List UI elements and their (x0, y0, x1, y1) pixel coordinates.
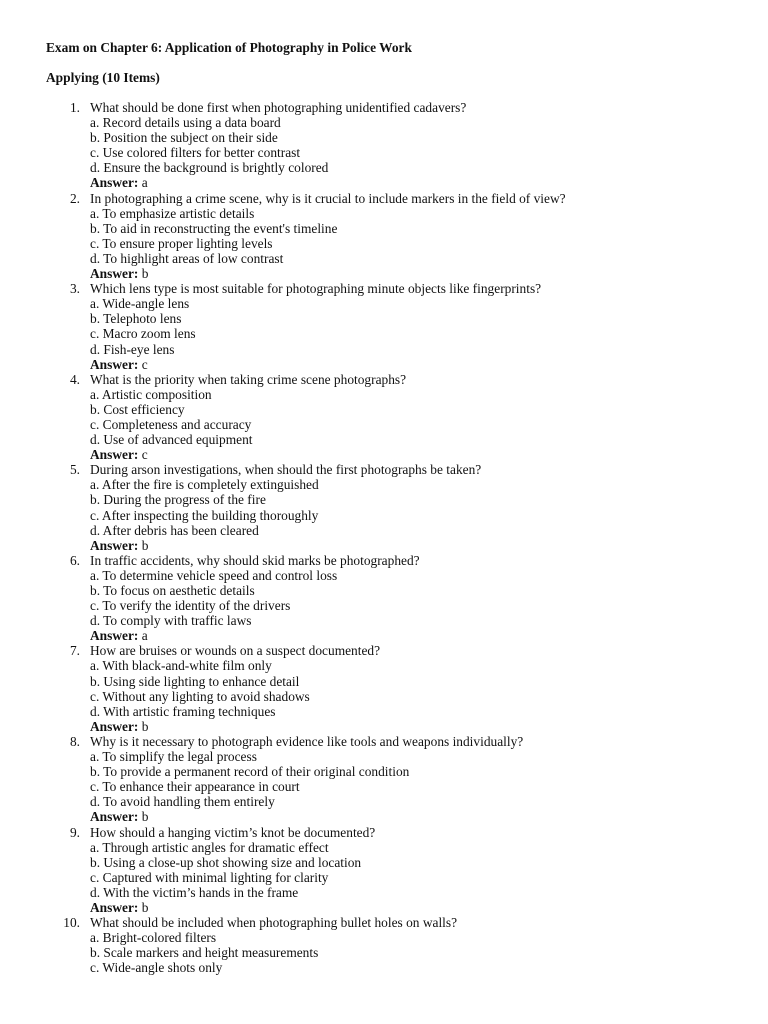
answer-option: c. Macro zoom lens (90, 326, 196, 342)
answer-option: c. Without any lighting to avoid shadows (90, 688, 310, 704)
question-number: 2. (69, 190, 80, 206)
answer-option: a. To determine vehicle speed and control loss (90, 567, 338, 583)
question-item (46, 100, 768, 191)
answer-option: c. To ensure proper lighting levels (90, 235, 273, 251)
answer-option: d. With artistic framing techniques (90, 703, 276, 719)
answer-option: c. To enhance their appearance in court (90, 779, 300, 795)
question-item (46, 281, 768, 372)
answer-line (90, 175, 768, 190)
answer-option: b. Scale markers and height measurements (90, 945, 319, 961)
question-item (46, 553, 768, 644)
answer-label: Answer: (90, 899, 139, 915)
answer-label: Answer: (90, 537, 139, 553)
answer-label: Answer: (90, 175, 139, 191)
exam-title: Exam on Chapter 6: Application of Photography in Police Work (46, 40, 412, 55)
answer-value: b (141, 537, 149, 553)
answer-option: d. After debris has been cleared (90, 522, 259, 538)
answer-label: Answer: (90, 809, 139, 825)
answer-option: a. Through artistic angles for dramatic effect (90, 839, 329, 855)
question-text: Why is it necessary to photograph evidence like tools and weapons individually? (90, 733, 524, 749)
question-text: What should be done first when photographing unidentified cadavers? (90, 100, 467, 115)
answer-line (90, 538, 768, 553)
answer-option: b. Cost efficiency (90, 401, 185, 417)
answer-option: b. To provide a permanent record of their original condition (90, 764, 410, 780)
answer-value: b (141, 266, 149, 282)
question-text: Which lens type is most suitable for photographing minute objects like fingerprints? (90, 281, 542, 297)
answer-option: a. Record details using a data board (90, 115, 281, 131)
question-text: In photographing a crime scene, why is it crucial to include markers in the field of view? (90, 190, 566, 206)
question-number: 3. (69, 281, 80, 297)
question-list (46, 100, 768, 975)
answer-option: c. To verify the identity of the drivers (90, 598, 291, 614)
answer-line (90, 900, 768, 915)
answer-option: b. To aid in reconstructing the event's timeline (90, 220, 338, 236)
question-text: During arson investigations, when should the first photographs be taken? (90, 462, 482, 478)
question-item (46, 915, 768, 975)
answer-label: Answer: (90, 718, 139, 734)
question-item (46, 734, 768, 825)
answer-option: c. Wide-angle shots only (90, 960, 223, 976)
answer-value: b (141, 809, 149, 825)
answer-label: Answer: (90, 447, 139, 463)
answer-line (90, 266, 768, 281)
answer-option: d. Fish-eye lens (90, 341, 175, 357)
answer-option: a. To simplify the legal process (90, 749, 257, 765)
answer-option: d. Ensure the background is brightly colored (90, 160, 329, 176)
question-number: 10. (63, 915, 80, 931)
question-item (46, 372, 768, 463)
question-number: 6. (69, 552, 80, 568)
answer-line (90, 357, 768, 372)
answer-option: a. Wide-angle lens (90, 296, 190, 312)
question-number: 5. (69, 462, 80, 478)
question-number: 8. (69, 733, 80, 749)
question-text: In traffic accidents, why should skid marks be photographed? (90, 552, 420, 568)
question-item (46, 643, 768, 734)
question-text: How are bruises or wounds on a suspect documented? (90, 643, 381, 659)
question-text: How should a hanging victim’s knot be documented? (90, 824, 376, 840)
answer-option: d. To avoid handling them entirely (90, 794, 275, 810)
question-text: What should be included when photographing bullet holes on walls? (90, 915, 458, 931)
answer-value: a (141, 628, 148, 644)
answer-line (90, 628, 768, 643)
answer-option: a. To emphasize artistic details (90, 205, 255, 221)
answer-value: b (141, 718, 149, 734)
answer-option: c. Completeness and accuracy (90, 416, 252, 432)
answer-option: b. To focus on aesthetic details (90, 583, 255, 598)
answer-option: c. Captured with minimal lighting for clarity (90, 869, 329, 885)
question-number: 1. (69, 100, 80, 115)
answer-option: a. Bright-colored filters (90, 930, 217, 946)
question-number: 9. (69, 824, 80, 840)
answer-label: Answer: (90, 356, 139, 372)
answer-option: c. Use colored filters for better contrast (90, 145, 301, 161)
answer-option: a. After the fire is completely extinguished (90, 477, 319, 493)
question-item (46, 462, 768, 553)
answer-label: Answer: (90, 628, 139, 644)
question-text: What is the priority when taking crime scene photographs? (90, 371, 407, 387)
answer-option: b. During the progress of the fire (90, 492, 266, 508)
answer-value: c (141, 447, 148, 463)
question-number: 7. (69, 643, 80, 659)
answer-value: c (141, 356, 148, 372)
answer-option: d. Use of advanced equipment (90, 432, 253, 448)
answer-label: Answer: (90, 266, 139, 282)
answer-option: d. To highlight areas of low contrast (90, 250, 284, 266)
answer-option: b. Position the subject on their side (90, 130, 278, 146)
answer-option: c. After inspecting the building thoroughly (90, 507, 319, 523)
answer-line (90, 719, 768, 734)
question-item (46, 191, 768, 282)
answer-option: b. Using side lighting to enhance detail (90, 673, 300, 689)
answer-value: b (141, 899, 149, 915)
answer-value: a (141, 175, 148, 191)
answer-line (90, 809, 768, 824)
answer-option: a. With black-and-white film only (90, 658, 272, 674)
section-heading: Applying (10 Items) (46, 70, 160, 85)
answer-line (90, 447, 768, 462)
answer-option: d. To comply with traffic laws (90, 613, 252, 629)
answer-option: b. Telephoto lens (90, 311, 182, 327)
answer-option: b. Using a close-up shot showing size and location (90, 854, 362, 870)
question-item (46, 825, 768, 916)
question-number: 4. (69, 371, 80, 387)
answer-option: a. Artistic composition (90, 386, 212, 402)
answer-option: d. With the victim’s hands in the frame (90, 884, 299, 900)
